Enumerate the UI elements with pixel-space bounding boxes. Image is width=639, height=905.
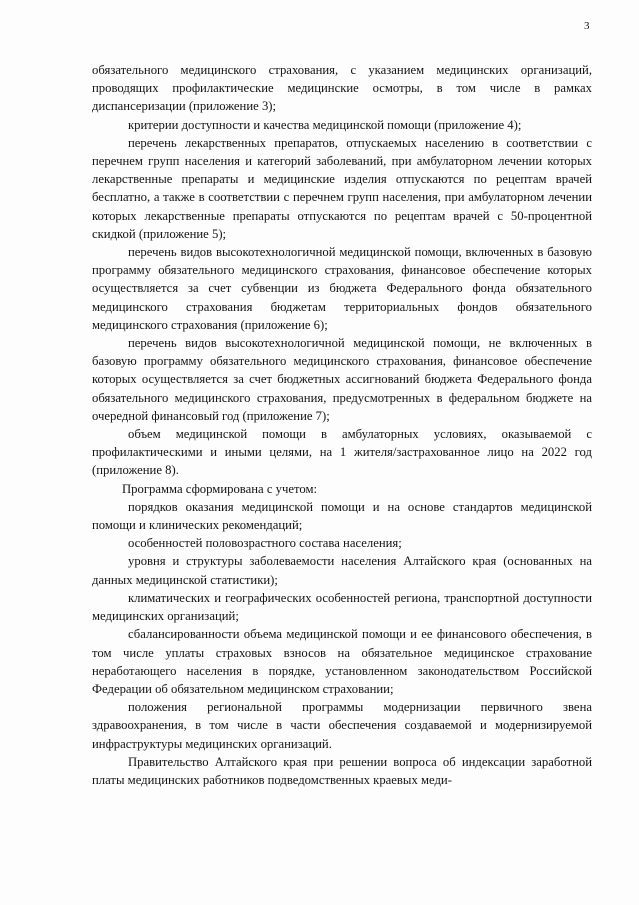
paragraph-balance: сбалансированности объема медицинской помощи и ее финансового обеспечения, в том числе уплаты страховых взносов на обязательное медицинское страхование неработающего населения в порядке, установленном законодательством Российской Федерации об обязательном медицинском страховании; <box>92 627 592 696</box>
paragraph-program-basis: Программа сформирована с учетом: <box>122 481 318 496</box>
paragraph-continuation: обязательного медицинского страхования, с указанием медицинских организаций, проводящих профилактические медицинские осмотры, в том числе в рамках диспансеризации (приложение 3); <box>92 63 592 114</box>
page-number: 3 <box>584 20 590 32</box>
paragraph-appendix-8: объем медицинской помощи в амбулаторных условиях, оказываемой с профилактическими и иными целями, на 1 жителя/застрахованное лицо на 2022 год (приложение 8). <box>92 427 592 478</box>
paragraph-standards: порядков оказания медицинской помощи и на основе стандартов медицинской помощи и клинических рекомендаций; <box>92 499 592 533</box>
body-text <box>92 61 592 789</box>
paragraph-salary-indexation: Правительство Алтайского края при решении вопроса об индексации заработной платы медицинских работников подведомственных краевых меди- <box>92 754 592 787</box>
paragraph-climate: климатических и географических особенностей региона, транспортной доступности медицинских организаций; <box>92 590 592 624</box>
paragraph-appendix-7: перечень видов высокотехнологичной медицинской помощи, не включенных в базовую программу обязательного медицинского страхования, финансовое обеспечение которых осуществляется за счет бюджетных ассигнований бюджета Федерального фонда обязательного медицинского страхования, предусмотренных в федеральном бюджете на очередной финансовый год (приложение 7); <box>92 336 592 423</box>
paragraph-modernization: положения региональной программы модернизации первичного звена здравоохранения, в том числе в части обеспечения создаваемой и модернизируемой инфраструктуры медицинских организаций. <box>92 700 592 751</box>
paragraph-appendix-6: перечень видов высокотехнологичной медицинской помощи, включенных в базовую программу обязательного медицинского страхования, финансовое обеспечение которых осуществляется за счет субвенции из бюджета Федерального фонда обязательного медицинского страхования бюджетам территориальных фондов обязательного медицинского страхования (приложение 6); <box>92 245 592 332</box>
paragraph-appendix-4: критерии доступности и качества медицинской помощи (приложение 4); <box>128 117 522 132</box>
paragraph-morbidity: уровня и структуры заболеваемости населения Алтайского края (основанных на данных медицинской статистики); <box>92 554 592 587</box>
paragraph-appendix-5: перечень лекарственных препаратов, отпускаемых населению в соответствии с перечнем групп населения и категорий заболеваний, при амбулаторном лечении которых лекарственные препараты и медицинские изделия отпускаются по рецептам врачей бесплатно, а также в соответствии с перечнем групп населения, при амбулаторном лечении которых лекарственные препараты отпускаются по рецептам врачей с 50-процентной скидкой (приложение 5); <box>92 135 592 241</box>
paragraph-demographics: особенностей половозрастного состава населения; <box>128 536 402 551</box>
